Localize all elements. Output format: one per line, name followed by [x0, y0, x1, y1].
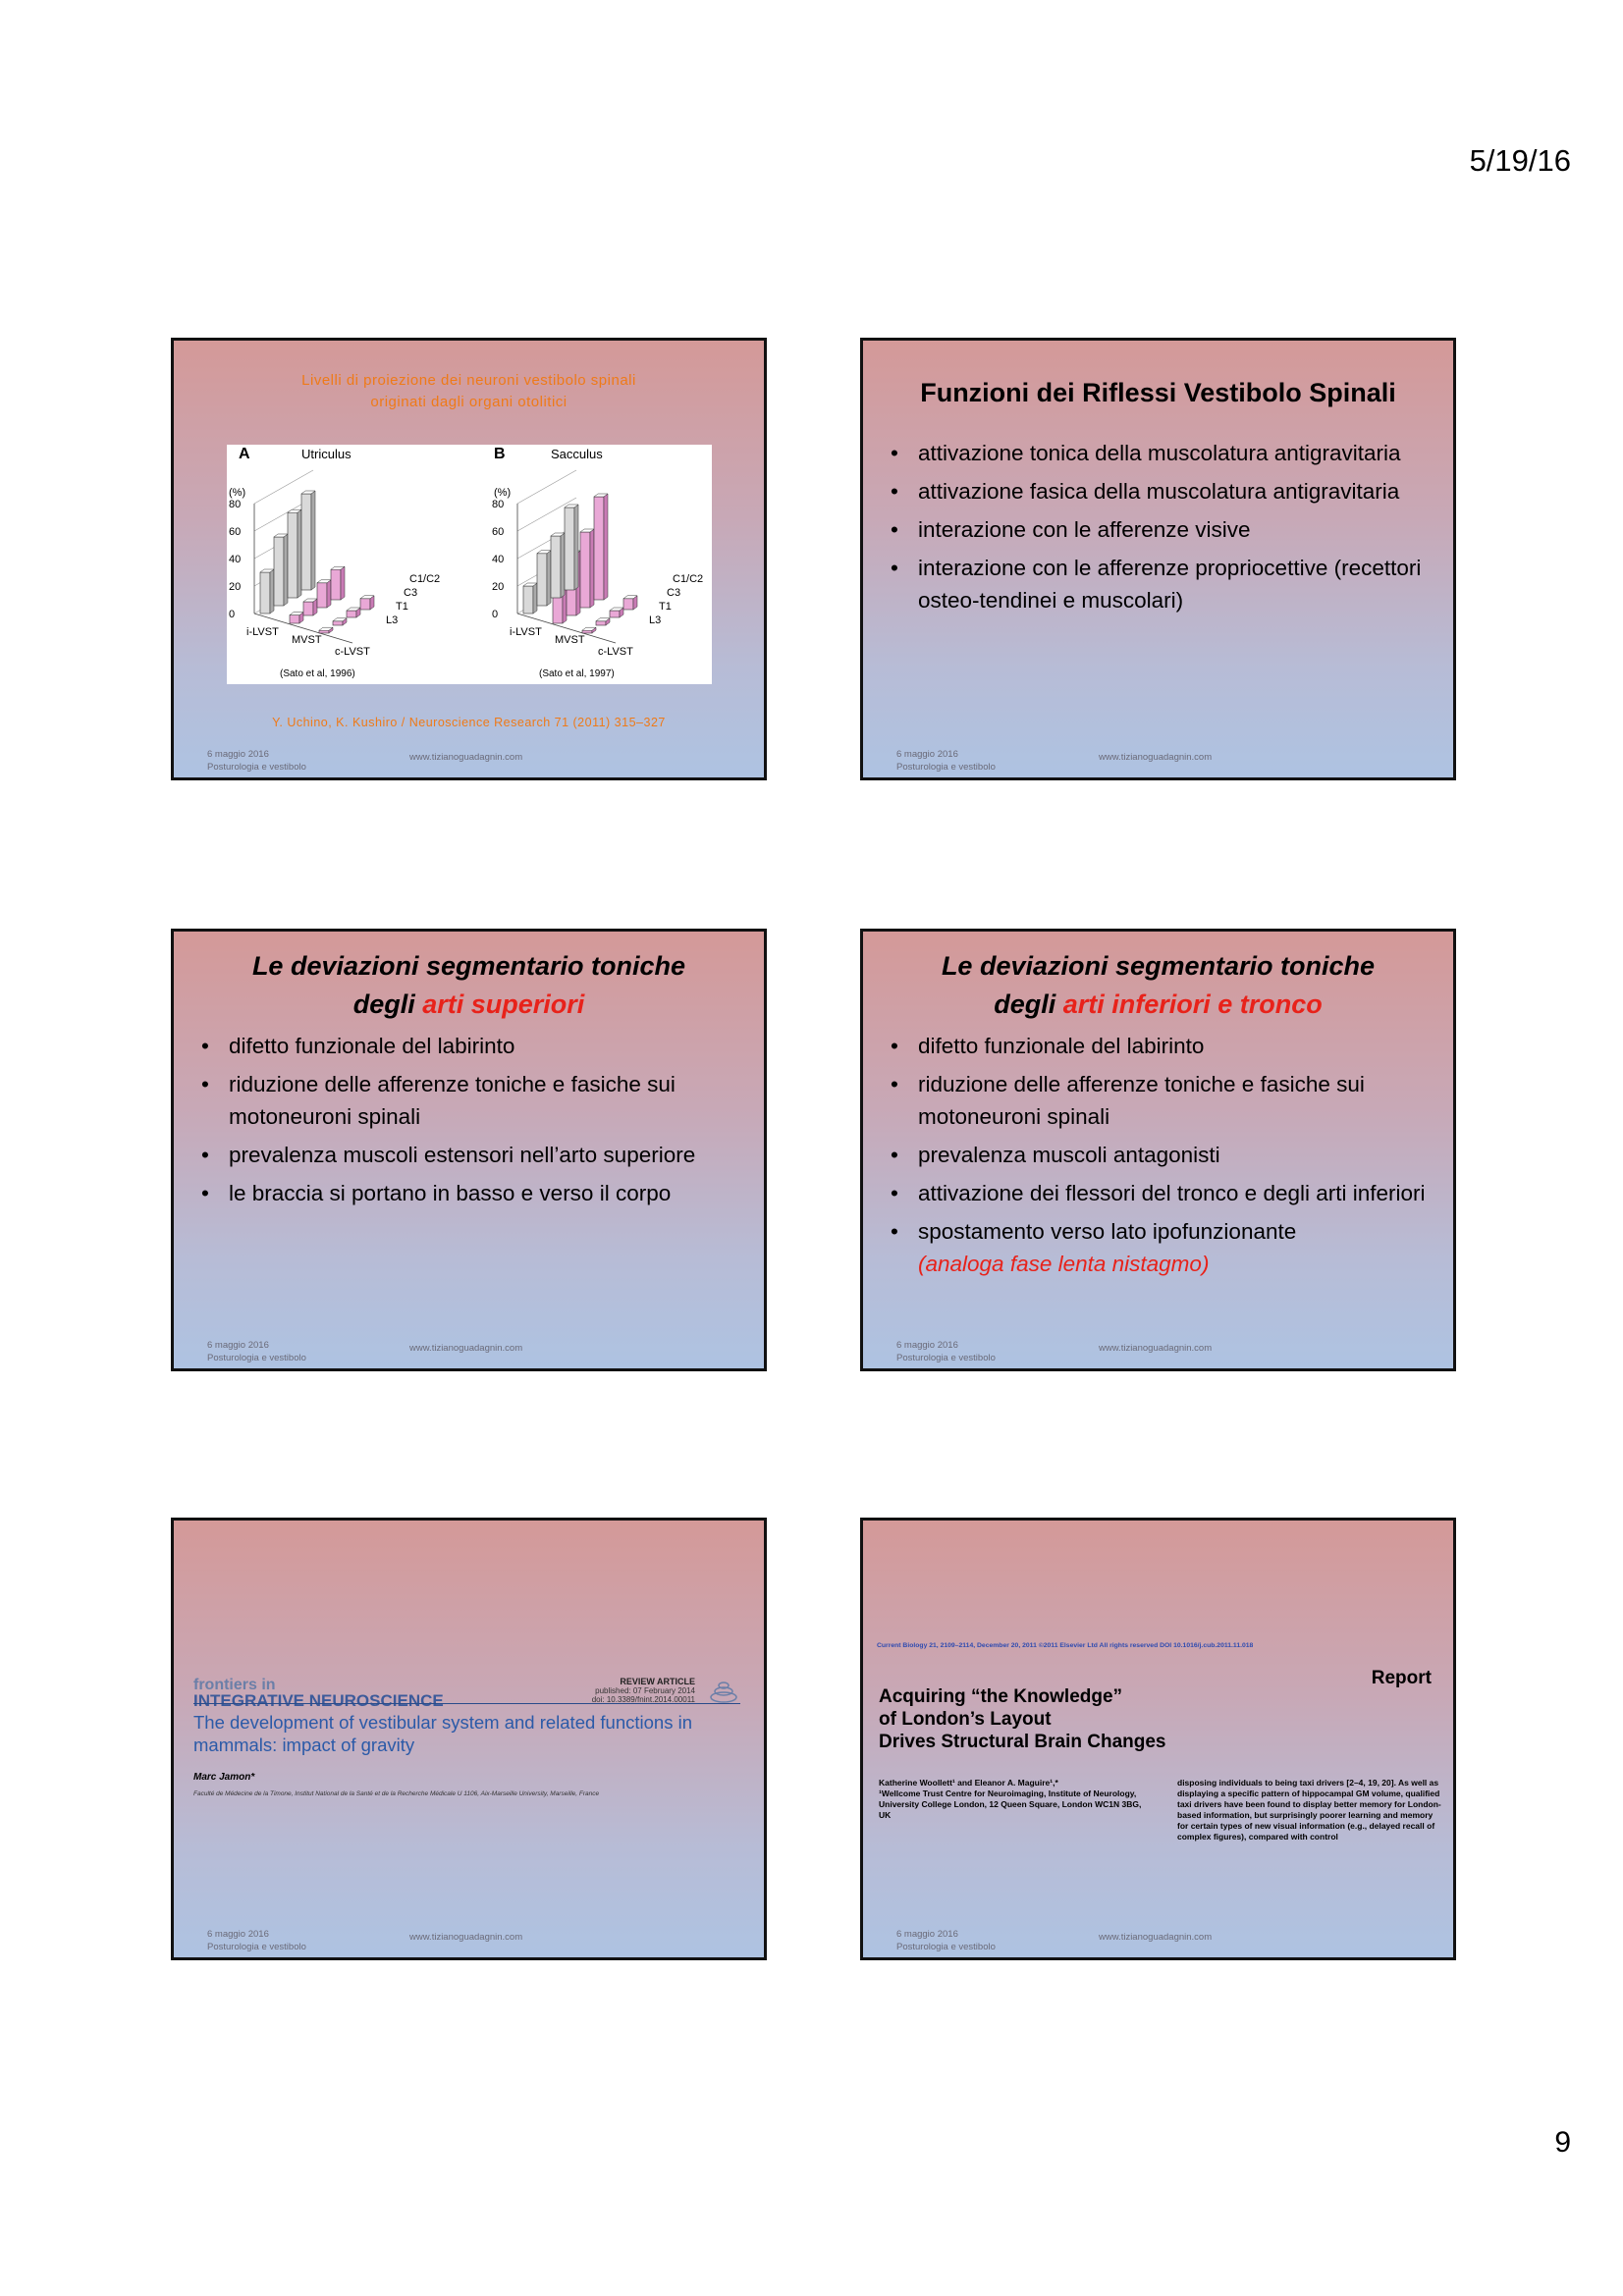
- bullet-item: • riduzione delle afferenze toniche e fasiche sui motoneuroni spinali: [887, 1068, 1435, 1133]
- journal-logo: frontiers in INTEGRATIVE NEUROSCIENCE: [193, 1677, 444, 1710]
- bullet-item: • spostamento verso lato ipofunzionante (analoga fase lenta nistagmo): [887, 1215, 1435, 1280]
- x-category-label: c-LVST: [335, 646, 370, 658]
- title-highlight: arti inferiori e tronco: [1062, 989, 1323, 1019]
- x-category-label: i-LVST: [510, 626, 542, 638]
- article-title: The development of vestibular system and related functions in mammals: impact of gravity: [193, 1712, 693, 1755]
- unit-label-a: (%): [229, 487, 246, 499]
- series-label: T1: [659, 601, 672, 613]
- series-label: C1/C2: [673, 573, 704, 585]
- figure-3d-bar-charts: [227, 445, 712, 684]
- chart-bar: [582, 630, 592, 633]
- y-tick-label: 80: [492, 499, 505, 510]
- gridline: [517, 470, 576, 504]
- footer-date: 6 maggio 2016 Posturologia e vestibolo: [207, 1340, 306, 1363]
- series-label: L3: [386, 614, 399, 626]
- footer-date: 6 maggio 2016 Posturologia e vestibolo: [896, 749, 996, 773]
- chart-bar: [594, 497, 604, 600]
- slide-frontiers-article: [171, 1518, 767, 1960]
- footer-date: 6 maggio 2016 Posturologia e vestibolo: [207, 749, 306, 773]
- article-meta: REVIEW ARTICLE published: 07 February 2014 doi: 10.3389/fnint.2014.00011: [591, 1677, 695, 1704]
- article-authors: Katherine Woollett¹ and Eleanor A. Maguire¹,* ¹Wellcome Trust Centre for Neuroimaging, Institute of Neurology, University College London, 12 Queen Square, London WC1N 3BG, UK: [879, 1778, 1142, 1820]
- series-label: T1: [396, 601, 408, 613]
- chart-bar: [360, 599, 370, 610]
- article-type: Report: [1371, 1668, 1432, 1688]
- chart-bar: [319, 630, 329, 633]
- bullet-item: • interazione con le afferenze visive: [887, 513, 1435, 546]
- page-date: 5/19/16: [1469, 143, 1571, 178]
- chart-bar: [596, 621, 606, 625]
- chart-bar: [301, 494, 311, 590]
- citation-a: (Sato et al, 1996): [280, 668, 355, 679]
- chart-bar-side: [327, 580, 331, 608]
- slide-arti-superiori: [171, 929, 767, 1371]
- chart-bar: [580, 532, 590, 608]
- chart-bar-side: [590, 529, 594, 608]
- chart-bar: [331, 569, 341, 600]
- chart-bar-side: [561, 533, 565, 598]
- bullet-list: [887, 437, 1435, 622]
- bullet-item: • attivazione fasica della muscolatura antigravitaria: [887, 475, 1435, 507]
- divider: [193, 1703, 740, 1704]
- chart-svg: [227, 445, 712, 684]
- footer-site: www.tizianoguadagnin.com: [409, 1343, 523, 1354]
- chart-bar: [551, 536, 561, 598]
- bullet-list: [197, 1030, 746, 1215]
- footer-site: www.tizianoguadagnin.com: [409, 1932, 523, 1943]
- chart-bar-side: [284, 534, 288, 606]
- series-label: C3: [404, 587, 418, 599]
- chart-bar-side: [298, 509, 301, 598]
- footer-date: 6 maggio 2016 Posturologia e vestibolo: [896, 1929, 996, 1952]
- bullet-item: • le braccia si portano in basso e verso il corpo: [197, 1177, 746, 1209]
- y-tick-label: 60: [492, 526, 505, 538]
- footer-site: www.tizianoguadagnin.com: [1099, 1343, 1213, 1354]
- footer-site: www.tizianoguadagnin.com: [1099, 752, 1213, 763]
- y-tick-label: 80: [229, 499, 242, 510]
- panel-letter-b: B: [494, 446, 506, 462]
- chart-bar-side: [533, 583, 537, 614]
- journal-citation: Current Biology 21, 2109–2114, December 20, 2011 ©2011 Elsevier Ltd All rights reserved DOI 10.1016/j.cub.2011.11.018: [877, 1642, 1254, 1649]
- bullet-item: • riduzione delle afferenze toniche e fasiche sui motoneuroni spinali: [197, 1068, 746, 1133]
- bullet-item: • interazione con le afferenze propriocettive (recettori osteo-tendinei e muscolari): [887, 552, 1435, 616]
- bullet-list: [887, 1030, 1435, 1286]
- chart-bar: [523, 586, 533, 614]
- chart-bar-side: [547, 551, 551, 606]
- x-category-label: i-LVST: [246, 626, 279, 638]
- slide-vestibulospinal-chart: [171, 338, 767, 780]
- x-category-label: c-LVST: [598, 646, 633, 658]
- chart-bar-side: [604, 494, 608, 600]
- y-tick-label: 40: [492, 554, 505, 565]
- panel-letter-a: A: [239, 446, 250, 462]
- series-label: C3: [667, 587, 681, 599]
- chart-panel-utriculus: [229, 446, 440, 679]
- page-number: 9: [1554, 2126, 1571, 2159]
- y-tick-label: 20: [492, 581, 505, 593]
- footer-site: www.tizianoguadagnin.com: [1099, 1932, 1213, 1943]
- reference: Y. Uchino, K. Kushiro / Neuroscience Research 71 (2011) 315–327: [272, 716, 666, 729]
- chart-bar: [623, 599, 633, 610]
- title-line-1: Livelli di proiezione dei neuroni vestibolo spinali: [301, 372, 636, 389]
- y-tick-label: 0: [229, 609, 236, 620]
- panel-name-a: Utriculus: [301, 447, 352, 461]
- chart-bar: [565, 507, 574, 590]
- chart-bar: [288, 512, 298, 598]
- unit-label-b: (%): [494, 487, 512, 499]
- series-label: C1/C2: [409, 573, 441, 585]
- y-tick-label: 20: [229, 581, 242, 593]
- bullet-item: • prevalenza muscoli antagonisti: [887, 1139, 1435, 1171]
- bullet-item: • difetto funzionale del labirinto: [197, 1030, 746, 1062]
- y-tick-label: 60: [229, 526, 242, 538]
- article-affiliation: Faculté de Médecine de la Timone, Institut National de la Santé et de la Recherche Médicale U 1106, Aix-Marseille University, Marseille, France: [193, 1790, 600, 1797]
- chart-bar: [610, 611, 620, 617]
- chart-bar-side: [311, 491, 315, 590]
- footer-date: 6 maggio 2016 Posturologia e vestibolo: [896, 1340, 996, 1363]
- slide-title: [174, 370, 764, 413]
- bullet-item: • difetto funzionale del labirinto: [887, 1030, 1435, 1062]
- title-highlight: arti superiori: [422, 989, 585, 1019]
- panel-name-b: Sacculus: [551, 447, 603, 461]
- x-category-label: MVST: [292, 634, 322, 646]
- slide-current-biology-article: [860, 1518, 1456, 1960]
- chart-bar: [317, 583, 327, 608]
- slide-title: Le deviazioni segmentario toniche degli arti superiori: [251, 951, 686, 1019]
- series-label: L3: [649, 614, 662, 626]
- slide-arti-inferiori: [860, 929, 1456, 1371]
- citation-b: (Sato et al, 1997): [539, 668, 615, 679]
- chart-bar: [260, 572, 270, 614]
- slide-riflessi: [860, 338, 1456, 780]
- y-tick-label: 0: [492, 609, 499, 620]
- slide-title: Le deviazioni segmentario toniche degli arti inferiori e tronco: [941, 951, 1376, 1019]
- bullet-item: • attivazione dei flessori del tronco e degli arti inferiori: [887, 1177, 1435, 1209]
- x-category-label: MVST: [555, 634, 585, 646]
- bullet-item: • attivazione tonica della muscolatura antigravitaria: [887, 437, 1435, 469]
- chart-bar: [537, 554, 547, 606]
- chart-bar-side: [341, 566, 345, 600]
- chart-panel-sacculus: [492, 446, 703, 679]
- article-title: Acquiring “the Knowledge” of London’s Layout Drives Structural Brain Changes: [879, 1686, 1166, 1752]
- y-tick-label: 40: [229, 554, 242, 565]
- title-line-2: originati dagli organi otolitici: [370, 394, 568, 410]
- article-author: Marc Jamon*: [193, 1772, 255, 1783]
- bullet-red-note: (analoga fase lenta nistagmo): [918, 1252, 1210, 1276]
- chart-bar: [347, 611, 356, 617]
- journal-emblem-icon: [709, 1678, 738, 1703]
- chart-bar: [274, 537, 284, 606]
- slide-title: Funzioni dei Riflessi Vestibolo Spinali: [920, 378, 1396, 407]
- footer-date: 6 maggio 2016 Posturologia e vestibolo: [207, 1929, 306, 1952]
- chart-bar-side: [574, 505, 578, 590]
- footer-site: www.tizianoguadagnin.com: [409, 752, 523, 763]
- chart-bar: [333, 621, 343, 625]
- chart-bar: [303, 602, 313, 615]
- chart-bar: [290, 615, 299, 623]
- chart-bar-side: [270, 569, 274, 614]
- bullet-item: • prevalenza muscoli estensori nell’arto superiore: [197, 1139, 746, 1171]
- article-abstract: disposing individuals to being taxi drivers [2–4, 19, 20]. As well as displaying a specific pattern of hippocampal GM volume, qualified taxi drivers have been found to display better memory for London-based information, but surprisingly poorer learning and memory for certain types of new visual information (e.g., delayed recall of complex figures), compared with control: [1177, 1778, 1441, 1842]
